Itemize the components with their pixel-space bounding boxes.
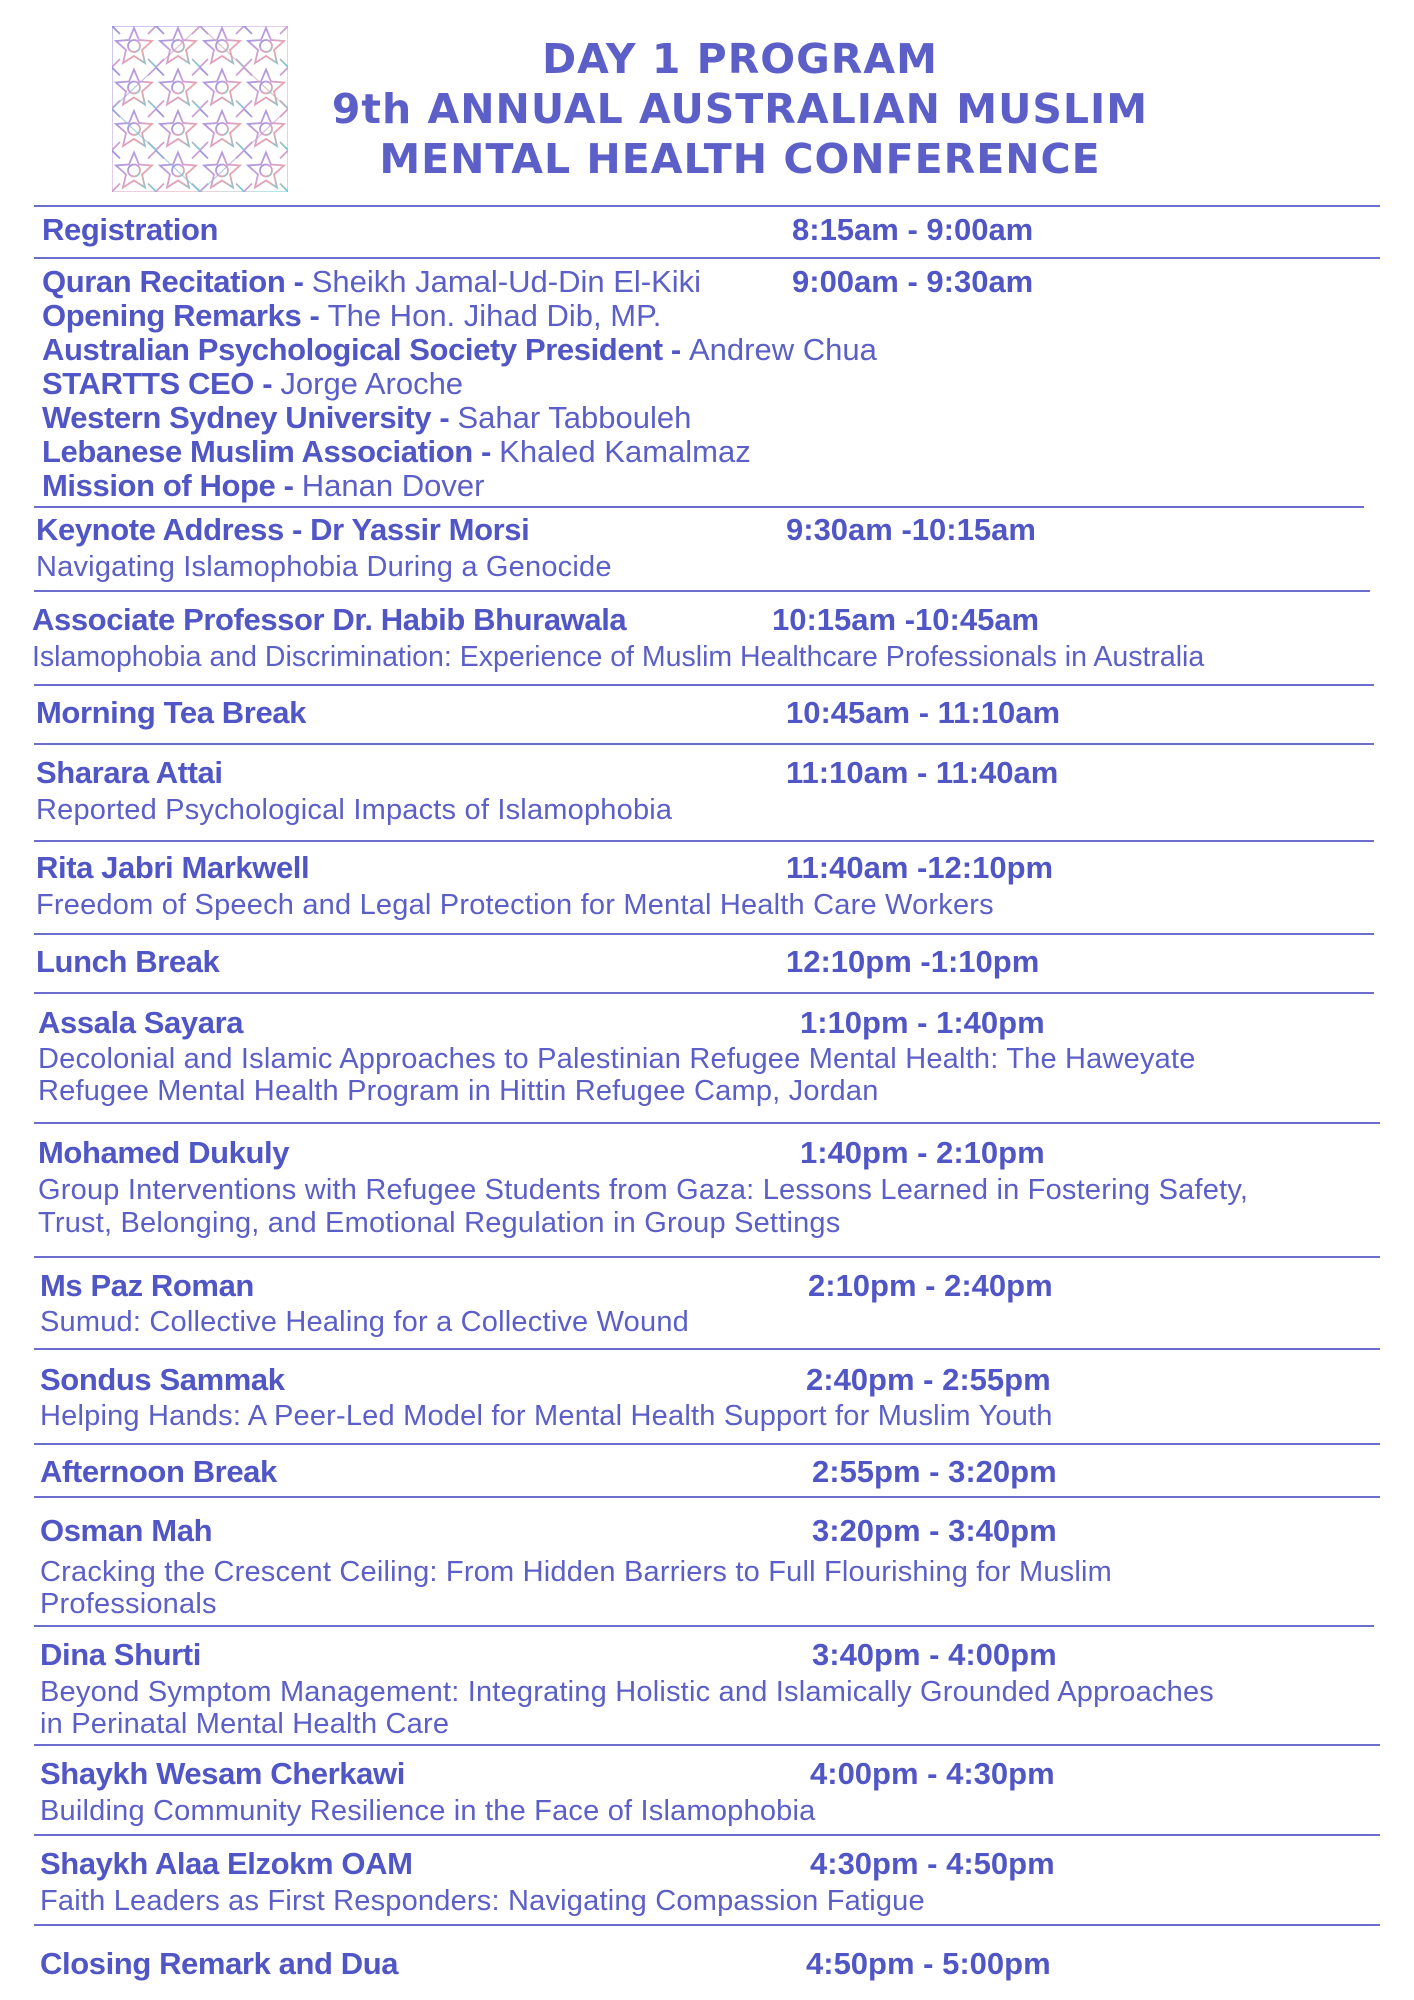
speaker-person: Jorge Aroche xyxy=(280,366,464,401)
session-description: in Perinatal Mental Health Care xyxy=(40,1708,450,1740)
session-time: 1:40pm - 2:10pm xyxy=(800,1135,1045,1170)
session-time: 11:10am - 11:40am xyxy=(786,755,1059,790)
speaker-person: Sahar Tabbouleh xyxy=(457,400,692,435)
speaker-line xyxy=(42,400,691,436)
program-title xyxy=(300,34,1180,184)
speaker-role: STARTTS CEO - xyxy=(42,366,281,401)
geometric-pattern-logo xyxy=(112,26,288,192)
session-name: Associate Professor Dr. Habib Bhurawala xyxy=(32,602,627,637)
divider xyxy=(34,590,1370,592)
speaker-role: Australian Psychological Society President - xyxy=(42,332,689,367)
speaker-person: The Hon. Jihad Dib, MP. xyxy=(327,298,662,333)
speaker-role: Mission of Hope - xyxy=(42,468,302,503)
session-description: Building Community Resilience in the Face of Islamophobia xyxy=(40,1795,816,1827)
speaker-person: Hanan Dover xyxy=(301,468,485,503)
divider xyxy=(34,1348,1380,1350)
session-description: Trust, Belonging, and Emotional Regulation in Group Settings xyxy=(38,1207,841,1239)
speaker-role: Quran Recitation - xyxy=(42,264,312,299)
session-time: 2:40pm - 2:55pm xyxy=(806,1362,1051,1397)
session-time: 2:10pm - 2:40pm xyxy=(808,1268,1053,1303)
session-description: Beyond Symptom Management: Integrating Holistic and Islamically Grounded Approaches xyxy=(40,1676,1214,1708)
divider xyxy=(34,1496,1380,1498)
session-name: Osman Mah xyxy=(40,1513,213,1548)
title-line-day: DAY 1 PROGRAM xyxy=(542,35,938,83)
session-description: Cracking the Crescent Ceiling: From Hidden Barriers to Full Flourishing for Muslim xyxy=(40,1556,1113,1588)
session-time: 9:00am - 9:30am xyxy=(792,264,1034,299)
session-name: Shaykh Wesam Cherkawi xyxy=(40,1756,405,1791)
session-name: Sondus Sammak xyxy=(40,1362,285,1397)
divider xyxy=(34,1744,1380,1746)
title-line-conference: MENTAL HEALTH CONFERENCE xyxy=(379,135,1101,183)
speaker-role: Opening Remarks - xyxy=(42,298,328,333)
session-description: Helping Hands: A Peer-Led Model for Mental Health Support for Muslim Youth xyxy=(40,1400,1053,1432)
speaker-line xyxy=(42,298,661,334)
session-time: 8:15am - 9:00am xyxy=(792,212,1034,247)
session-description: Refugee Mental Health Program in Hittin Refugee Camp, Jordan xyxy=(38,1075,879,1107)
divider xyxy=(34,506,1364,508)
session-description: Reported Psychological Impacts of Islamophobia xyxy=(36,794,673,826)
session-description: Faith Leaders as First Responders: Navigating Compassion Fatigue xyxy=(40,1885,925,1917)
session-name: Registration xyxy=(42,212,219,247)
divider xyxy=(34,992,1374,994)
session-time: 4:50pm - 5:00pm xyxy=(806,1946,1051,1981)
session-time: 4:30pm - 4:50pm xyxy=(810,1846,1055,1881)
session-name: Afternoon Break xyxy=(40,1454,277,1489)
divider xyxy=(34,933,1374,935)
session-time: 1:10pm - 1:40pm xyxy=(800,1005,1045,1040)
divider xyxy=(34,1122,1380,1124)
session-description: Decolonial and Islamic Approaches to Palestinian Refugee Mental Health: The Haweyate xyxy=(38,1043,1196,1075)
session-name: Closing Remark and Dua xyxy=(40,1946,399,1981)
session-name: Rita Jabri Markwell xyxy=(36,850,310,885)
title-line-annual: 9th ANNUAL AUSTRALIAN MUSLIM xyxy=(331,85,1149,133)
speaker-line xyxy=(42,366,463,402)
divider xyxy=(34,1256,1380,1258)
speaker-person: Andrew Chua xyxy=(689,332,877,367)
divider xyxy=(34,840,1374,842)
session-description: Professionals xyxy=(40,1588,217,1620)
session-time: 3:40pm - 4:00pm xyxy=(812,1637,1057,1672)
session-time: 10:15am -10:45am xyxy=(772,602,1040,637)
session-name: Assala Sayara xyxy=(38,1005,244,1040)
divider xyxy=(34,684,1374,686)
divider xyxy=(34,1924,1380,1926)
divider xyxy=(34,205,1380,207)
speaker-role: Western Sydney University - xyxy=(42,400,458,435)
speaker-person: Sheikh Jamal-Ud-Din El-Kiki xyxy=(311,264,702,299)
session-time: 9:30am -10:15am xyxy=(786,512,1036,547)
divider xyxy=(34,1443,1380,1445)
session-time: 4:00pm - 4:30pm xyxy=(810,1756,1055,1791)
session-name: Keynote Address - Dr Yassir Morsi xyxy=(36,512,530,547)
session-name: Lunch Break xyxy=(36,944,220,979)
session-description: Navigating Islamophobia During a Genocide xyxy=(36,551,612,583)
session-time: 11:40am -12:10pm xyxy=(786,850,1054,885)
divider xyxy=(34,1625,1374,1627)
divider xyxy=(34,743,1374,745)
session-time: 3:20pm - 3:40pm xyxy=(812,1513,1057,1548)
speaker-line xyxy=(42,434,751,470)
session-description: Sumud: Collective Healing for a Collective Wound xyxy=(40,1306,689,1338)
session-description: Freedom of Speech and Legal Protection for Mental Health Care Workers xyxy=(36,889,994,921)
speaker-person: Khaled Kamalmaz xyxy=(499,434,751,469)
speaker-role: Lebanese Muslim Association - xyxy=(42,434,500,469)
session-name: Ms Paz Roman xyxy=(40,1268,254,1303)
session-time: 2:55pm - 3:20pm xyxy=(812,1454,1057,1489)
session-description: Group Interventions with Refugee Students from Gaza: Lessons Learned in Fostering Safety, xyxy=(38,1174,1249,1206)
session-description: Islamophobia and Discrimination: Experience of Muslim Healthcare Professionals in Australia xyxy=(32,641,1205,673)
session-time: 12:10pm -1:10pm xyxy=(786,944,1040,979)
session-name: Morning Tea Break xyxy=(36,695,306,730)
speaker-line xyxy=(42,332,877,368)
session-time: 10:45am - 11:10am xyxy=(786,695,1061,730)
session-name: Mohamed Dukuly xyxy=(38,1135,290,1170)
divider xyxy=(34,1834,1380,1836)
session-name: Shaykh Alaa Elzokm OAM xyxy=(40,1846,413,1881)
session-name: Sharara Attai xyxy=(36,755,223,790)
session-name: Dina Shurti xyxy=(40,1637,201,1672)
speaker-line xyxy=(42,264,701,300)
divider xyxy=(34,257,1380,259)
speaker-line xyxy=(42,468,484,504)
